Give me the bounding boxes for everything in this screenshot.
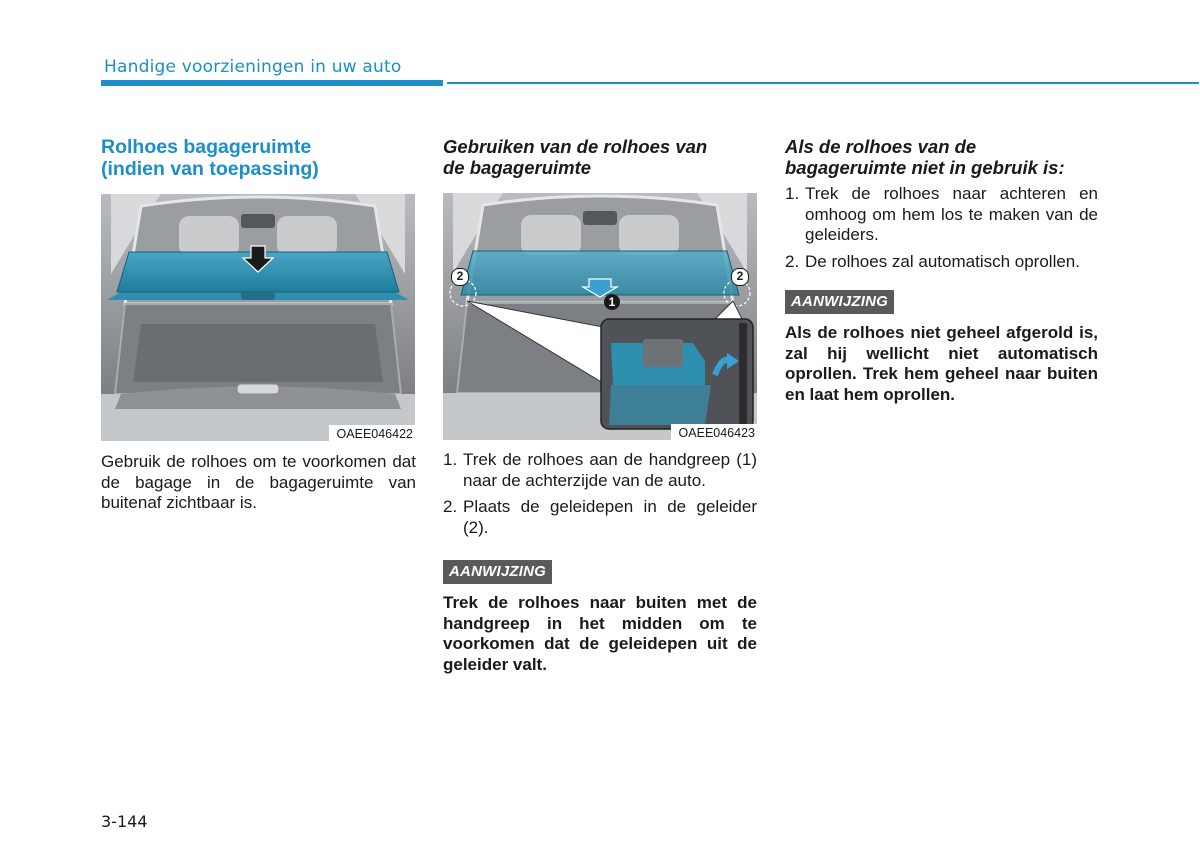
step-text: Trek de rolhoes aan de handgreep (1) naar de achterzijde van de auto. — [463, 450, 757, 490]
subsection-title-line1: Als de rolhoes van de — [785, 136, 977, 157]
intro-paragraph: Gebruik de rolhoes om te voorkomen dat de bagage in de bagageruimte van buitenaf zichtbaar is. — [101, 452, 416, 512]
note-label: AANWIJZING — [443, 560, 552, 584]
section-title — [101, 136, 416, 180]
header-rule-thin — [447, 82, 1199, 84]
cargo-cover-figure — [101, 194, 415, 441]
step-text: De rolhoes zal automatisch oprollen. — [805, 251, 1080, 271]
section-title-line2: (indien van toepassing) — [101, 158, 319, 180]
note-text: Trek de rolhoes naar buiten met de handgreep in het midden om te voorkomen dat de geleidepen uit de geleider valt. — [443, 593, 757, 674]
step-number: 2. — [785, 251, 800, 271]
usage-steps — [443, 450, 757, 538]
cargo-cover-illustration — [101, 194, 415, 441]
step-number: 1. — [443, 450, 458, 469]
note-text: Als de rolhoes niet geheel afgerold is, zal hij wellicht niet automatisch oprollen. Trek hem geheel naar buiten en laat hem oprollen. — [785, 323, 1098, 404]
page-number: 3-144 — [101, 812, 148, 831]
cargo-cover-usage-figure — [443, 193, 757, 440]
step-text: Plaats de geleidepen in de geleider (2). — [463, 497, 757, 537]
figure-code: OAEE046422 — [329, 425, 415, 441]
step-number: 1. — [785, 184, 800, 203]
page-header-title: Handige voorzieningen in uw auto — [104, 57, 402, 77]
step-number: 2. — [443, 497, 458, 516]
column-cargo-cover-intro — [101, 136, 416, 514]
callout-guide-right-label: 2 — [731, 268, 749, 286]
column-cover-not-in-use — [785, 136, 1098, 405]
step-text: Trek de rolhoes naar achteren en omhoog om hem los te maken van de geleiders. — [805, 184, 1098, 244]
not-in-use-steps — [785, 184, 1098, 272]
list-item — [443, 497, 757, 538]
subsection-title-line2: bagageruimte niet in gebruik is: — [785, 157, 1065, 178]
column-using-cargo-cover — [443, 136, 757, 675]
header-rule-thick — [101, 80, 443, 86]
subsection-title — [443, 136, 757, 178]
cargo-cover-usage-illustration — [443, 193, 757, 440]
note-block — [443, 560, 757, 675]
subsection-title — [785, 136, 1098, 178]
callout-guide-left — [451, 267, 469, 286]
subsection-title-line1: Gebruiken van de rolhoes van — [443, 136, 708, 157]
list-item — [785, 184, 1098, 246]
figure-code: OAEE046423 — [671, 424, 757, 440]
list-item — [443, 450, 757, 491]
callout-guide-left-label: 2 — [451, 268, 469, 286]
list-item — [785, 252, 1098, 273]
callout-handle-label: 1 — [604, 294, 620, 310]
subsection-title-line2: de bagageruimte — [443, 157, 592, 178]
note-block — [785, 290, 1098, 405]
callout-handle — [604, 293, 620, 311]
section-title-line1: Rolhoes bagageruimte — [101, 136, 312, 158]
note-label: AANWIJZING — [785, 290, 894, 314]
callout-guide-right — [731, 267, 749, 286]
